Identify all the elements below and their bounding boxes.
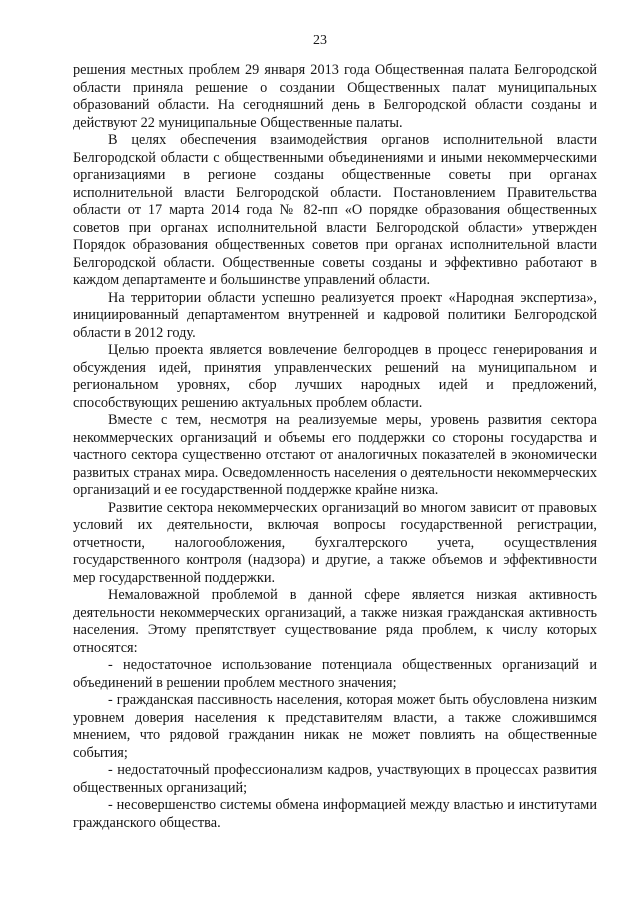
paragraph-legal-conditions: Развитие сектора некоммерческих организаций во многом зависит от правовых условий их деятельности, включая вопросы государственной регистрации, отчетности, налогообложения, бухгалтерского учета, осуществления государственного контроля (надзора) и другие, а также объемов и эффективности мер государственной поддержки. (73, 499, 597, 586)
paragraph-low-activity-problem: Немаловажной проблемой в данной сфере является низкая активность деятельности некоммерческих организаций, а также низкая гражданская активность населения. Этому препятствует существование ряда проблем, к числу которых относятся: (73, 587, 597, 656)
paragraph-public-councils: В целях обеспечения взаимодействия органов исполнительной власти Белгородской области с общественными объединениями и иными некоммерческими организациями в регионе созданы общественные советы при органах исполнительной власти Белгородской области. Постановлением Правительства области от 17 марта 2014 года № 82-пп «О порядке образования общественных советов при органах исполнительной власти Белгородской области» утвержден Порядок образования общественных советов при органах исполнительной власти Белгородской области. Общественные советы созданы и эффективно работают в каждом департаменте и большинстве управлений области. (73, 132, 597, 288)
document-body (73, 62, 597, 832)
list-item: - гражданская пассивность населения, которая может быть обусловлена низким уровнем доверия населения к представителям власти, а также сложившимся мнением, что рядовой гражданин никак не может повлиять на общественные события; (73, 692, 597, 761)
list-item: - недостаточный профессионализм кадров, участвующих в процессах развития общественных организаций; (73, 762, 597, 796)
paragraph-sector-development-level: Вместе с тем, несмотря на реализуемые меры, уровень развития сектора некоммерческих организаций и объемы его поддержки со стороны государства и частного сектора существенно отстают от аналогичных показателей в экономически развитых странах мира. Осведомленность населения о деятельности некоммерческих организаций и ее государственной поддержке крайне низка. (73, 412, 597, 498)
paragraph-project-goal: Целью проекта является вовлечение белгородцев в процесс генерирования и обсуждения идей, принятия управленческих решений на муниципальном и региональном уровнях, сбор лучших народных идей и предложений, способствующих решению актуальных проблем области. (73, 342, 597, 411)
paragraph-peoples-expertise-project: На территории области успешно реализуется проект «Народная экспертиза», инициированный департаментом внутренней и кадровой политики Белгородской области в 2012 году. (73, 289, 597, 341)
list-item: - недостаточное использование потенциала общественных организаций и объединений в решении проблем местного значения; (73, 657, 597, 691)
paragraph-continued-text: решения местных проблем 29 января 2013 года Общественная палата Белгородской области приняла решение о создании Общественных палат муниципальных образований области. На сегодняшний день в Белгородской области созданы и действуют 22 муниципальные Общественные палаты. (73, 62, 597, 131)
list-item: - несовершенство системы обмена информацией между властью и институтами гражданского общества. (73, 797, 597, 831)
page-number: 23 (313, 33, 327, 48)
